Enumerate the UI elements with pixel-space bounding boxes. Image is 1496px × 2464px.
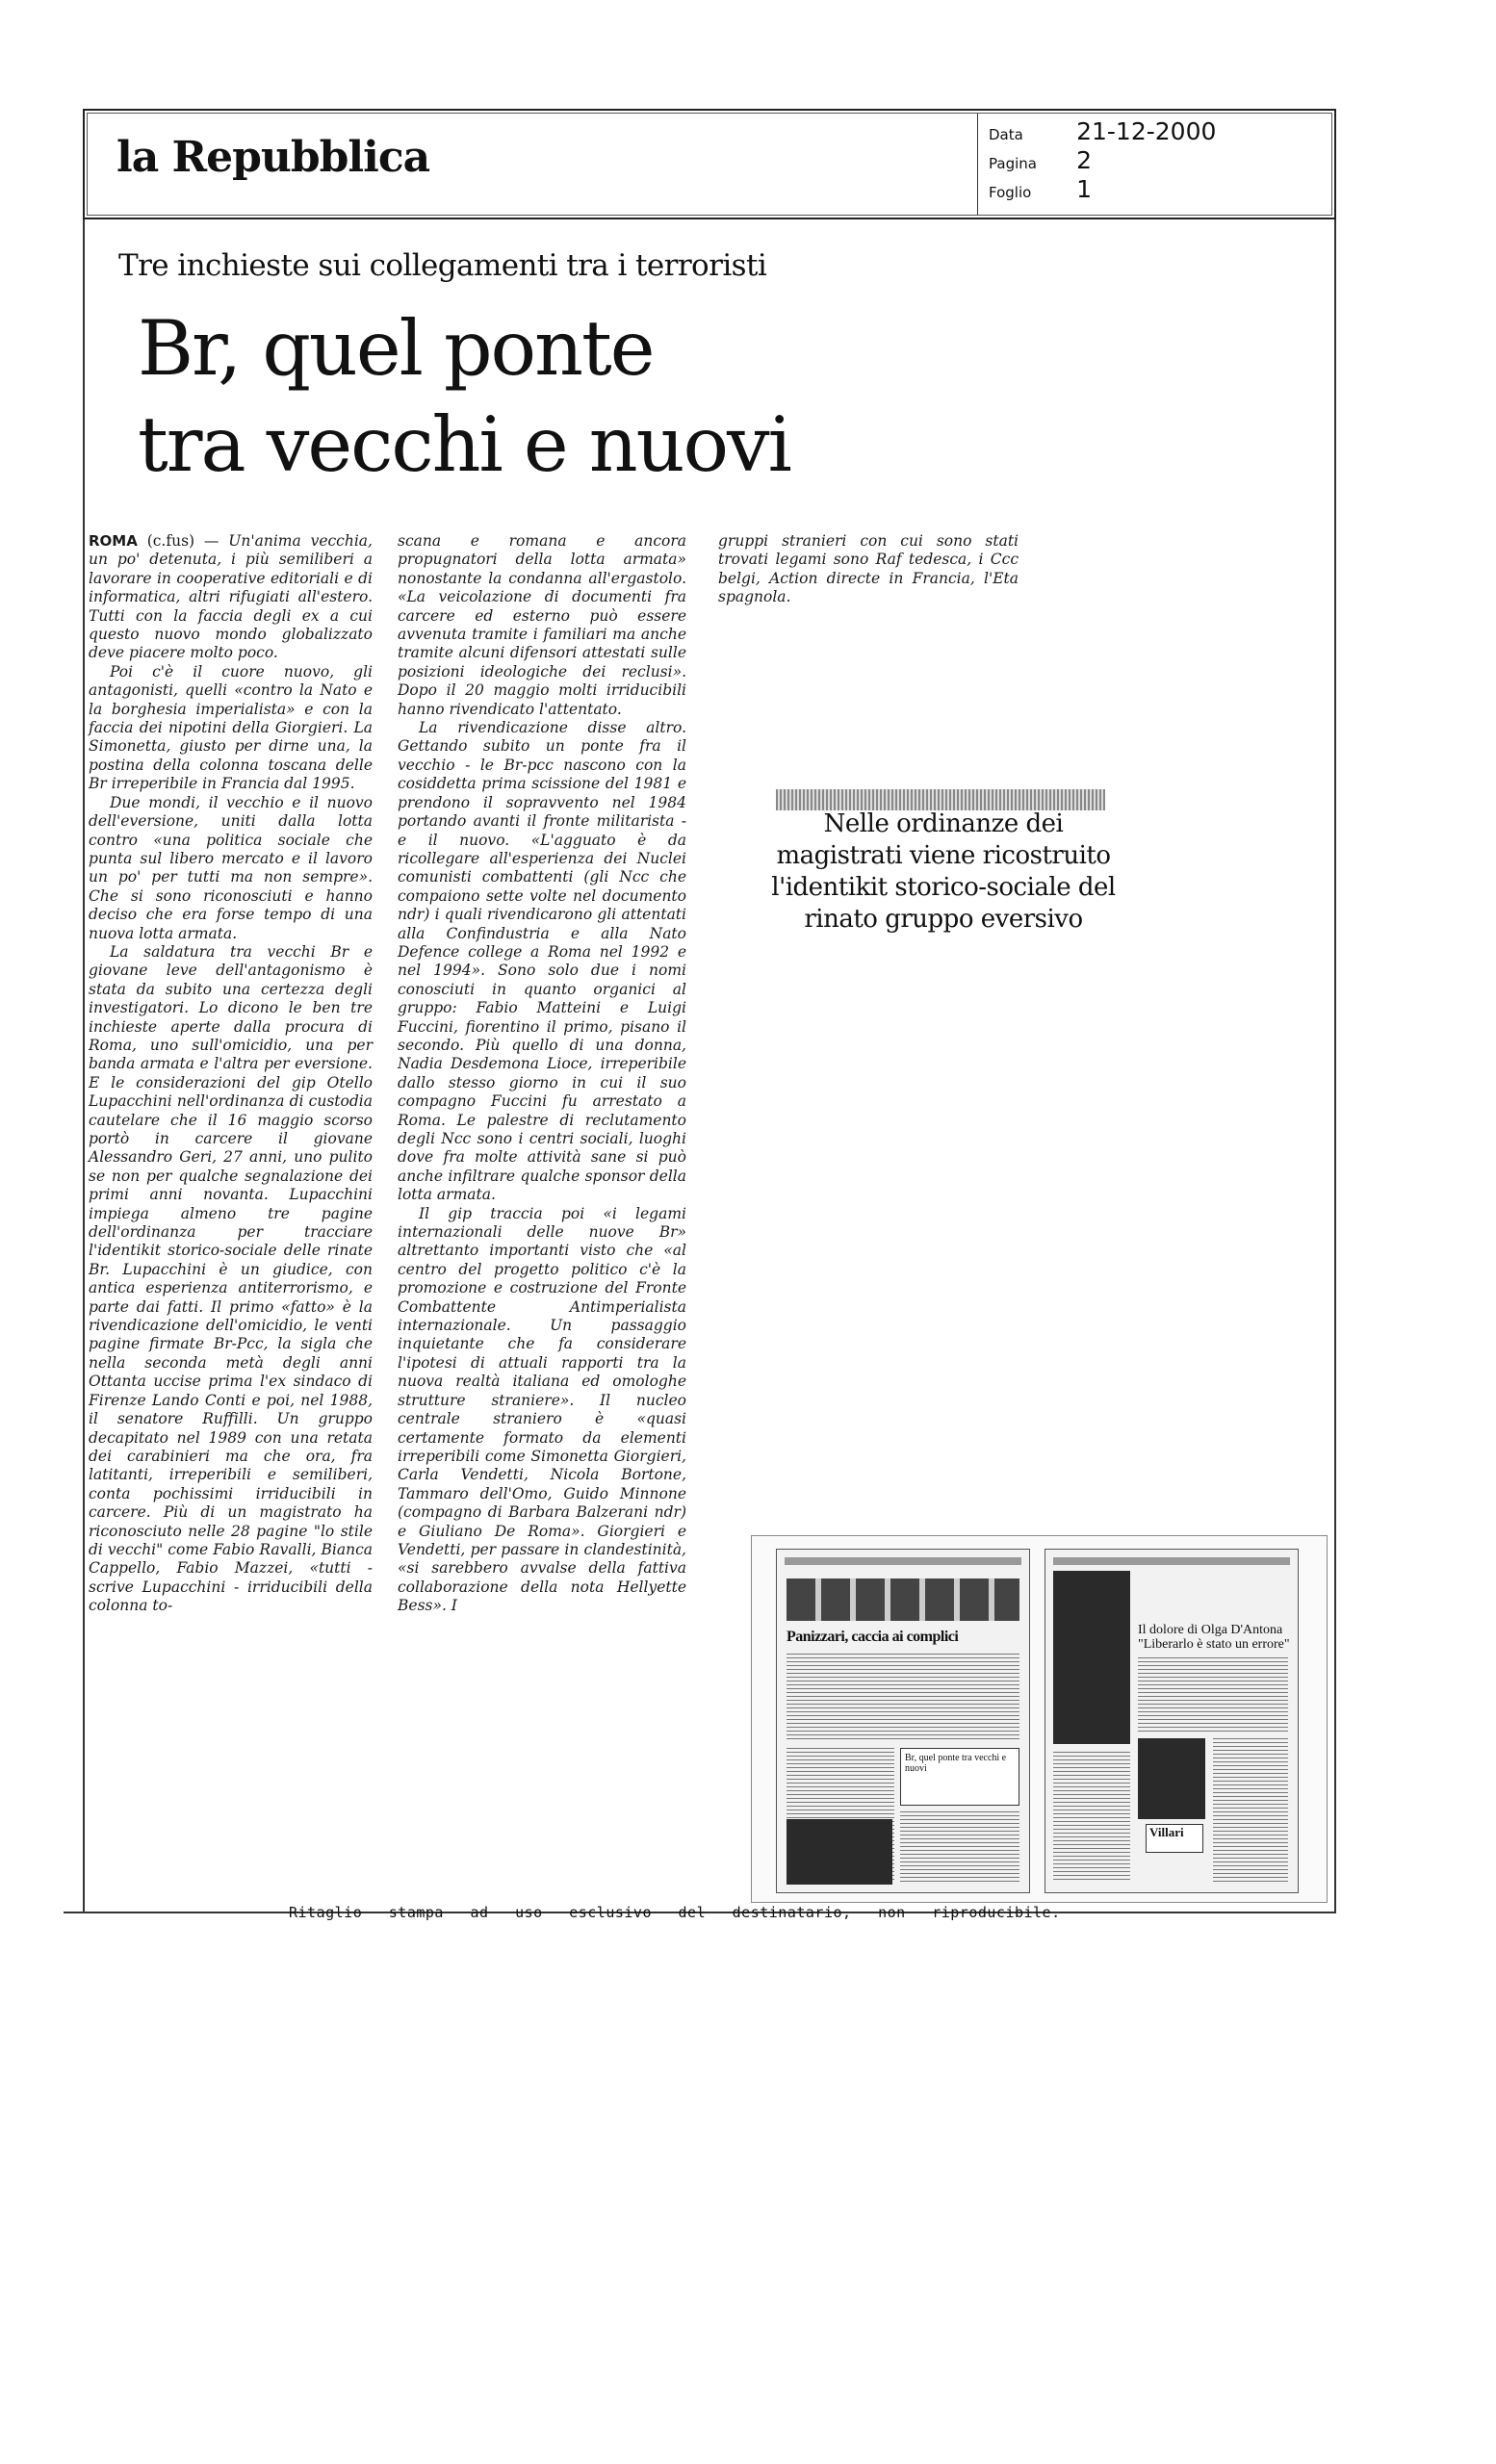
thumbnail-2-name: Villari [1146,1824,1203,1853]
column-1-paragraph-1 [89,532,373,663]
page-label: Pagina [989,155,1037,172]
sheet-label: Foglio [989,184,1032,201]
article-headline [138,300,812,493]
masthead-inner [87,113,1332,216]
sheet-value: 1 [1076,175,1092,203]
column-1-paragraph-2: Poi c'è il cuore nuovo, gli antagonisti, quelli «contro la Nato e la borghesia imperialista» e con la faccia dei nipotini della Giorgieri. La Simonetta, giusto per dirne una, la postina della colonna toscana delle Br irreperibile in Francia dal 1995. [89,662,373,793]
thumbnail-photo [787,1819,892,1885]
article-kicker: Tre inchieste sui collegamenti tra i terroristi [118,248,767,283]
pull-quote: Nelle ordinanze dei magistrati viene ricostruito l'identikit storico-sociale del rinato gruppo eversivo [771,809,1116,934]
column-3-paragraph-1: gruppi stranieri con cui sono stati trovati legami sono Raf tedesca, i Ccc belgi, Action directe in Francia, l'Eta spagnola. [718,532,1019,606]
thumbnail-masthead [785,1557,1021,1565]
dateline: ROMA [89,532,138,550]
frame-right-line [1334,219,1336,1913]
headline-line-2: tra vecchi e nuovi [138,400,790,489]
thumbnail-text-block [1053,1752,1130,1883]
page-thumbnail-2 [1045,1549,1299,1893]
column-2-paragraph-3: Il gip traccia poi «i legami internazionali delle nuove Br» altrettanto importanti visto che «al centro del progetto politico c'è la promozione e costruzione del Fronte Combattente Antimperialista internazionale. Un passaggio inquietante che fa considerare l'ipotesi di attuali rapporti tra la nuova realtà italiana ed omologhe strutture straniere». Il nucleo centrale straniero è «quasi certamente formato da elementi irreperibili come Simonetta Giorgieri, Carla Vendetti, Nicola Bortone, Tammaro dell'Omo, Guido Minnone (compagno di Barbara Balzerani ndr) e Giuliano De Roma». Giorgieri e Vendetti, per passare in clandestinità, «si sarebbero avvalse della fattiva collaborazione della nota Hellyette Bess». I [398,1204,686,1615]
date-label: Data [989,126,1023,143]
column-1-paragraph-4: La saldatura tra vecchi Br e giovane leve dell'antagonismo è stata da subito una certezza degli investigatori. Lo dicono le ben tre inchieste aperte dalla procura di Roma, uno sull'omicidio, una per banda armata e l'altra per eversione. E le considerazioni del gip Otello Lupacchini nell'ordinanza di custodia cautelare che il 16 maggio scorso portò in carcere il giovane Alessandro Geri, 27 anni, uno pulito se non per qualche segnalazione dei primi anni novanta. Lupacchini impiega almeno tre pagine dell'ordinanza per tracciare l'identikit storico-sociale delle rinate Br. Lupacchini è un giudice, con antica esperienza antiterrorismo, e parte dai fatti. Il primo «fatto» è la rivendicazione dell'omicidio, le venti pagine firmate Br-Pcc, la sigla che nella seconda metà degli anni Ottanta uccise prima l'ex sindaco di Firenze Lando Conti e poi, nel 1988, il senatore Ruffilli. Un gruppo decapitato nel 1989 con una retata dei carabinieri ma che ora, fra latitanti, irreperibili e semiliberi, conta pochissimi irriducibili in carcere. Più di un magistrato ha riconosciuto nelle 28 pagine "lo stile di vecchi" come Fabio Ravalli, Bianca Cappello, Fabio Mazzei, «tutti - scrive Lupacchini - irriducibili della colonna to- [89,942,373,1615]
pull-quote-rule [776,789,1105,810]
frame-left-line [83,219,85,1913]
column-1-paragraph-3: Due mondi, il vecchio e il nuovo dell'eversione, uniti dalla lotta contro «una politica sociale che punta sul libero mercato e il lavoro un po' per tutti ma non sempre». Che si sono riconosciuti e hanno deciso che era forse tempo di una nuova lotta armata. [89,793,373,942]
thumbnail-1-inset-title: Br, quel ponte tra vecchi e nuovi [905,1753,1007,1774]
thumbnail-text-block [787,1654,1019,1740]
masthead-logo-cell [88,114,978,215]
meta-sheet-row [989,175,1092,203]
headline-line-1: Br, quel ponte [138,304,654,393]
article-column-2 [398,532,686,1616]
thumbnail-photo [1138,1738,1205,1819]
thumbnail-masthead [1053,1557,1290,1565]
thumbnail-photo [1053,1571,1130,1744]
newspaper-logo: la Repubblica [116,133,430,182]
page-thumbnail-1 [776,1549,1030,1893]
masthead-box [83,109,1336,219]
byline-source: (c.fus) — [146,532,219,550]
thumbnail-inset-box [900,1748,1019,1806]
column-2-paragraph-1: scana e romana e ancora propugnatori della lotta armata» nonostante la condanna all'ergastolo. «La veicolazione di documenti fra carcere ed esterno può essere avvenuta tramite i familiari ma anche tramite alcuni difensori attestati sulle posizioni ideologiche dei reclusi». Dopo il 20 maggio molti irriducibili hanno rivendicato l'attentato. [398,532,686,718]
thumbnail-1-headline: Panizzari, caccia ai complici [787,1629,959,1645]
masthead-meta-cell [979,114,1331,215]
meta-page-row [989,146,1092,174]
column-2-paragraph-2: La rivendicazione disse altro. Gettando subito un ponte fra il vecchio - le Br-pcc nascono con la cosiddetta prima scissione del 1981 e prendono il sopravvento nel 1984 portando avanti il fronte militarista - e il nuovo. «L'agguato è da ricollegare all'esperienza dei Nuclei comunisti combattenti (gli Ncc che compaiono sette volte nel documento ndr) i quali rivendicarono gli attentati alla Confindustria e alla Nato Defence college a Roma nel 1992 e nel 1994». Sono solo due i nomi conosciuti in quanto organici al gruppo: Fabio Matteini e Luigi Fuccini, fiorentino il primo, pisano il secondo. Più quello di una donna, Nadia Desdemona Lioce, irreperibile dallo stesso giorno in cui il suo compagno Fuccini fu arrestato a Roma. Le palestre di reclutamento degli Ncc sono i centri sociali, luoghi dove fra molte attività sane si può anche infiltrare qualche sponsor della lotta armata. [398,719,686,1204]
meta-date-row [989,117,1216,145]
article-column-3 [718,532,1019,607]
thumbnail-text-block [1138,1657,1288,1734]
article-column-1 [89,532,373,1616]
clipping-footer: Ritaglio stampa ad uso esclusivo del destinatario, non riproducibile. [289,1904,1061,1921]
thumbnail-photo-strip [787,1578,1019,1621]
paragraph-text: Un'anima vecchia, un po' detenuta, i più semiliberi a lavorare in cooperative editoriali e di informatica, altri rifugiati all'estero. Tutti con la faccia degli ex a cui questo nuovo mondo globalizzato deve piacere molto poco. [89,532,373,662]
thumbnail-text-block [900,1811,1019,1885]
thumbnail-text-block [1213,1738,1288,1883]
page-value: 2 [1076,146,1092,174]
thumbnail-2-headline: Il dolore di Olga D'Antona "Liberarlo è stato un errore" [1138,1623,1290,1652]
date-value: 21-12-2000 [1076,117,1217,145]
